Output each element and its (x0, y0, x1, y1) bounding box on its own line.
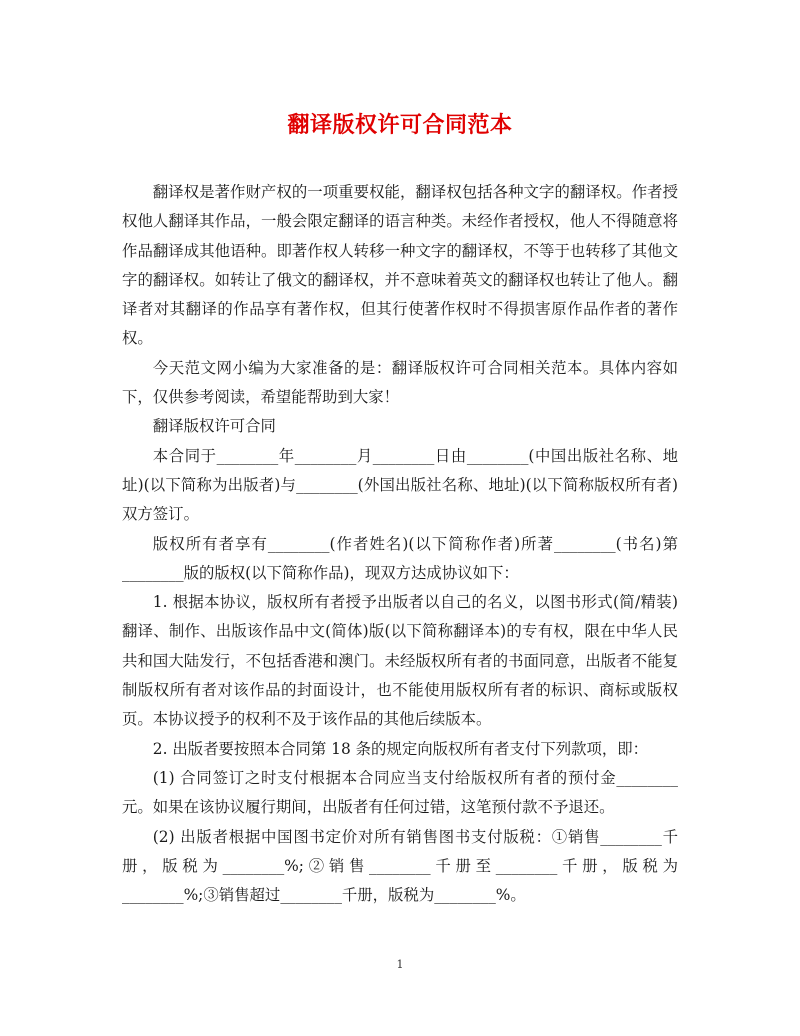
paragraph-contract-parties: 本合同于________年________月________日由________(中国出版社名称、地址)(以下简称为出版者)与________(外国出版社名称、地址)(以下简称版权所有者)双方签订。 (122, 446, 678, 524)
paragraph-clause-2-2: (2) 出版者根据中国图书定价对所有销售图书支付版税：①销售________千册，版税为________%;②销售________千册至________千册，版税为________%;③销售超过________千册，版税为________%。 (122, 827, 678, 905)
document-body (122, 178, 678, 910)
paragraph-editor-note: 今天范文网小编为大家准备的是：翻译版权许可合同相关范本。具体内容如下，仅供参考阅读，希望能帮助到大家！ (122, 358, 678, 407)
paragraph-clause-2-1: (1) 合同签订之时支付根据本合同应当支付给版权所有者的预付金________元。如果在该协议履行期间，出版者有任何过错，这笔预付款不予退还。 (122, 768, 678, 817)
document-title: 翻译版权许可合同范本 (287, 112, 513, 138)
paragraph-clause-2: 2. 出版者要按照本合同第 18 条的规定向版权所有者支付下列款项，即： (152, 739, 649, 758)
paragraph-copyright-statement: 版权所有者享有________(作者姓名)(以下简称作者)所著________(书名)第________版的版权(以下简称作品)，现双方达成协议如下： (122, 534, 678, 582)
paragraph-intro: 翻译权是著作财产权的一项重要权能，翻译权包括各种文字的翻译权。作者授权他人翻译其作品，一般会限定翻译的语言种类。未经作者授权，他人不得随意将作品翻译成其他语种。即著作权人转移一种文字的翻译权，不等于也转移了其他文字的翻译权。如转让了俄文的翻译权，并不意味着英文的翻译权也转让了他人。翻译者对其翻译的作品享有著作权，但其行使著作权时不得损害原作品作者的著作权。 (122, 183, 678, 348)
paragraph-contract-heading: 翻译版权许可合同 (152, 417, 276, 436)
page-number: 1 (396, 958, 404, 971)
paragraph-clause-1: 1. 根据本协议，版权所有者授予出版者以自己的名义，以图书形式(简/精装)翻译、制作、出版该作品中文(简体)版(以下简称翻译本)的专有权，限在中华人民共和国大陆发行，不包括香港和澳门。未经版权所有者的书面同意，出版者不能复制版权所有者对该作品的封面设计，也不能使用版权所有者的标识、商标或版权页。本协议授予的权利不及于该作品的其他后续版本。 (122, 593, 678, 729)
